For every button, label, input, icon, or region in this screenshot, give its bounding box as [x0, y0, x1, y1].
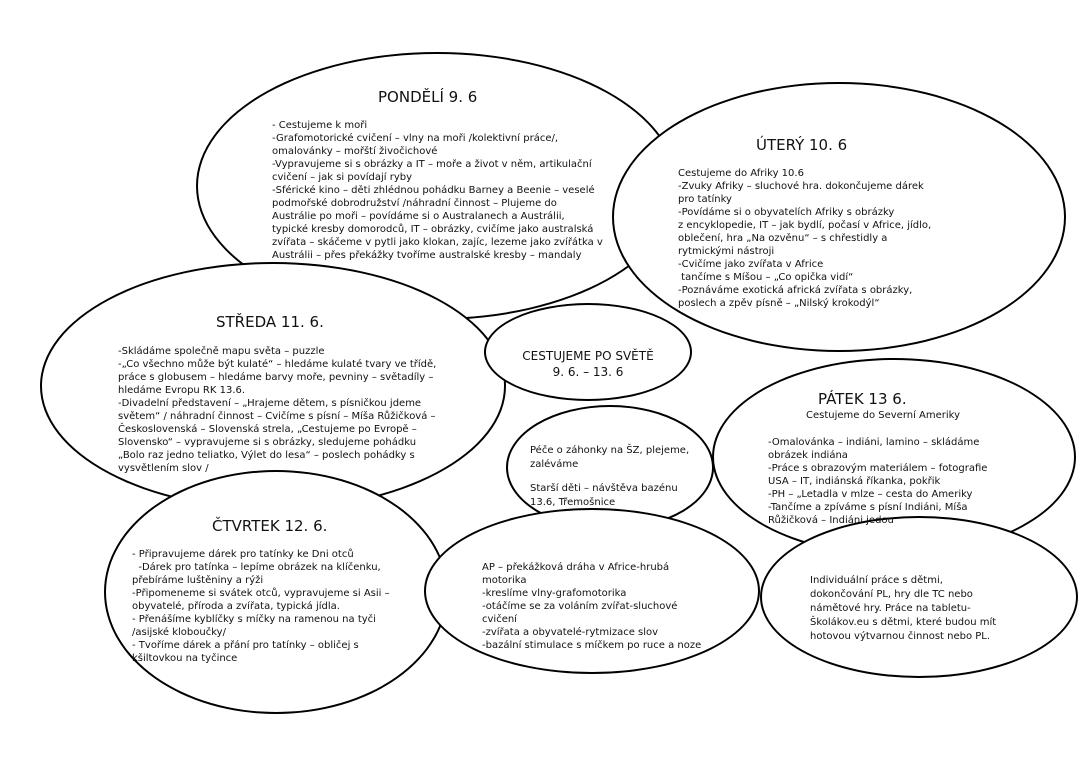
thursday-line: -Připomeneme si svátek otců, vypravujeme si Asii – [132, 588, 390, 599]
tuesday-line: rytmickými nástroji [678, 246, 775, 257]
center-title [488, 332, 688, 396]
garden-text [530, 430, 689, 524]
garden-line: zaléváme [530, 459, 579, 470]
friday-line: obrázek indiána [768, 450, 848, 461]
monday-line: typické kresby domorodců, IT – obrázky, cvičíme jako australská [272, 224, 594, 235]
friday-line: -Práce s obrazovým materiálem – fotografie [768, 463, 988, 474]
garden-line: Starší děti – návštěva bazénu [530, 483, 678, 494]
tuesday-title: ÚTERÝ 10. 6 [756, 136, 848, 154]
wednesday-line: -Divadelní představení – „Hrajeme dětem, s písničkou jdeme [118, 398, 422, 409]
center-title-line1: CESTUJEME PO SVĚTĚ [522, 349, 654, 363]
tuesday-line: z encyklopedie, IT – jak bydlí, počasí v Africe, jídlo, [678, 220, 932, 231]
individual-line: hotovou výtvarnou činnost nebo PL. [810, 631, 991, 642]
tuesday-line: oblečení, hra „Na ozvěnu“ – s chřestidly a [678, 233, 888, 244]
thursday-line: - Přenášíme kyblíčky s míčky na ramenou na tyči [132, 614, 376, 625]
tuesday-line: -Poznáváme exotická africká zvířata s obrázky, [678, 285, 913, 296]
tuesday-line: -Zvuky Afriky – sluchové hra. dokončujeme dárek [678, 181, 924, 192]
individual-line: Individuální práce s dětmi, [810, 575, 943, 586]
friday-title: PÁTEK 13 6. [818, 390, 907, 408]
garden-line: Péče o záhonky na ŠZ, plejeme, [530, 445, 690, 456]
ap-text [482, 548, 701, 665]
individual-line: Školákov.eu s dětmi, které budou mít [810, 617, 997, 628]
wednesday-line: Slovensko“ – vypravujeme si s obrázky, sledujeme pohádku [118, 437, 417, 448]
wednesday-text [118, 332, 436, 488]
monday-line: zvířata – skáčeme v pytli jako klokan, zajíc, lezeme jako zvířátka v [272, 237, 603, 248]
garden-line: 13.6, Třemošnice [530, 497, 616, 508]
monday-line: podmořské dobrodružství /náhradní činnost – Plujeme do [272, 198, 557, 209]
monday-line: cvičení – jak si povídají ryby [272, 172, 413, 183]
ap-line: motorika [482, 575, 527, 586]
individual-line: námětové hry. Práce na tabletu- [810, 603, 971, 614]
thursday-title: ČTVRTEK 12. 6. [212, 517, 328, 535]
monday-text [272, 106, 603, 275]
thursday-line: -Dárek pro tatínka – lepíme obrázek na klíčenku, [132, 562, 381, 573]
monday-title: PONDĚLÍ 9. 6 [378, 88, 478, 106]
ap-line: cvičení [482, 614, 517, 625]
monday-line: Austrálii – přes překážky tvoříme australské kresby – mandaly [272, 250, 582, 261]
monday-line: -Vypravujeme si s obrázky a IT – moře a život v něm, artikulační [272, 159, 592, 170]
wednesday-line: -„Co všechno může být kulaté“ – hledáme kulaté tvary ve třídě, [118, 359, 437, 370]
tuesday-line: tančíme s Míšou – „Co opička vidí“ [678, 272, 854, 283]
friday-line: Růžičková – Indiáni jedou [768, 515, 894, 526]
thursday-line: přebíráme luštěniny a rýži [132, 575, 264, 586]
friday-line: -Tančíme a zpíváme s písní Indiáni, Míša [768, 502, 968, 513]
friday-line: -PH – „Letadla v mlze – cesta do Ameriky [768, 489, 973, 500]
tuesday-line: -Cvičíme jako zvířata v Africe [678, 259, 824, 270]
tuesday-line: poslech a zpěv písně – „Nilský krokodýl“ [678, 298, 880, 309]
tuesday-text [678, 154, 931, 323]
ap-line: AP – překážková dráha v Africe-hrubá [482, 562, 670, 573]
center-title-line2: 9. 6. – 13. 6 [552, 365, 624, 379]
thursday-line: - Tvoříme dárek a přání pro tatínky – obličej s [132, 640, 359, 651]
monday-line: -Sférické kino – děti zhlédnou pohádku Barney a Beenie – veselé [272, 185, 595, 196]
friday-subtitle: Cestujeme do Severní Ameriky [806, 410, 961, 421]
wednesday-line: světem“ / náhradní činnost – Cvičíme s písní – Míša Růžičková – [118, 411, 436, 422]
thursday-text [132, 535, 390, 678]
friday-line: USA – IT, indiánská říkanka, pokřik [768, 476, 941, 487]
thursday-line: /asijské kloboučky/ [132, 627, 226, 638]
individual-text [810, 560, 996, 658]
wednesday-line: vysvětlením slov / [118, 463, 209, 474]
wednesday-line: hledáme Evropu RK 13.6. [118, 385, 246, 396]
garden-line [530, 472, 689, 482]
wednesday-line: Československá – Slovenská strela, „Cestujeme po Evropě – [118, 424, 417, 435]
individual-line: dokončování PL, hry dle TC nebo [810, 589, 973, 600]
tuesday-line: pro tatínky [678, 194, 732, 205]
friday-line: -Omalovánka – indiáni, lamino – skládáme [768, 437, 980, 448]
tuesday-line: Cestujeme do Afriky 10.6 [678, 168, 804, 179]
tuesday-line: -Povídáme si o obyvatelích Afriky s obrázky [678, 207, 895, 218]
wednesday-line: „Bolo raz jedno teliatko, Výlet do lesa“ – poslech pohádky s [118, 450, 415, 461]
ap-line: -bazální stimulace s míčkem po ruce a noze [482, 640, 702, 651]
monday-line: omalovánky – mořští živočichové [272, 146, 438, 157]
thursday-line: - Připravujeme dárek pro tatínky ke Dni otců [132, 549, 354, 560]
ap-line: -kreslíme vlny-grafomotorika [482, 588, 627, 599]
ap-line: -zvířata a obyvatelé-rytmizace slov [482, 627, 659, 638]
wednesday-title: STŘEDA 11. 6. [216, 313, 324, 331]
ap-line: -otáčíme se za voláním zvířat-sluchové [482, 601, 678, 612]
monday-line: Austrálie po moři – povídáme si o Australanech a Austrálii, [272, 211, 565, 222]
monday-line: -Grafomotorické cvičení – vlny na moři /kolektivní práce/, [272, 133, 559, 144]
monday-line: - Cestujeme k moři [272, 120, 368, 131]
friday-text [768, 423, 987, 540]
thursday-line: obyvatelé, příroda a zvířata, typická jídla. [132, 601, 340, 612]
thursday-line: kšiltovkou na tyčince [132, 653, 238, 664]
wednesday-line: práce s globusem – hledáme barvy moře, pevniny – světadíly – [118, 372, 434, 383]
wednesday-line: -Skládáme společně mapu světa – puzzle [118, 346, 325, 357]
